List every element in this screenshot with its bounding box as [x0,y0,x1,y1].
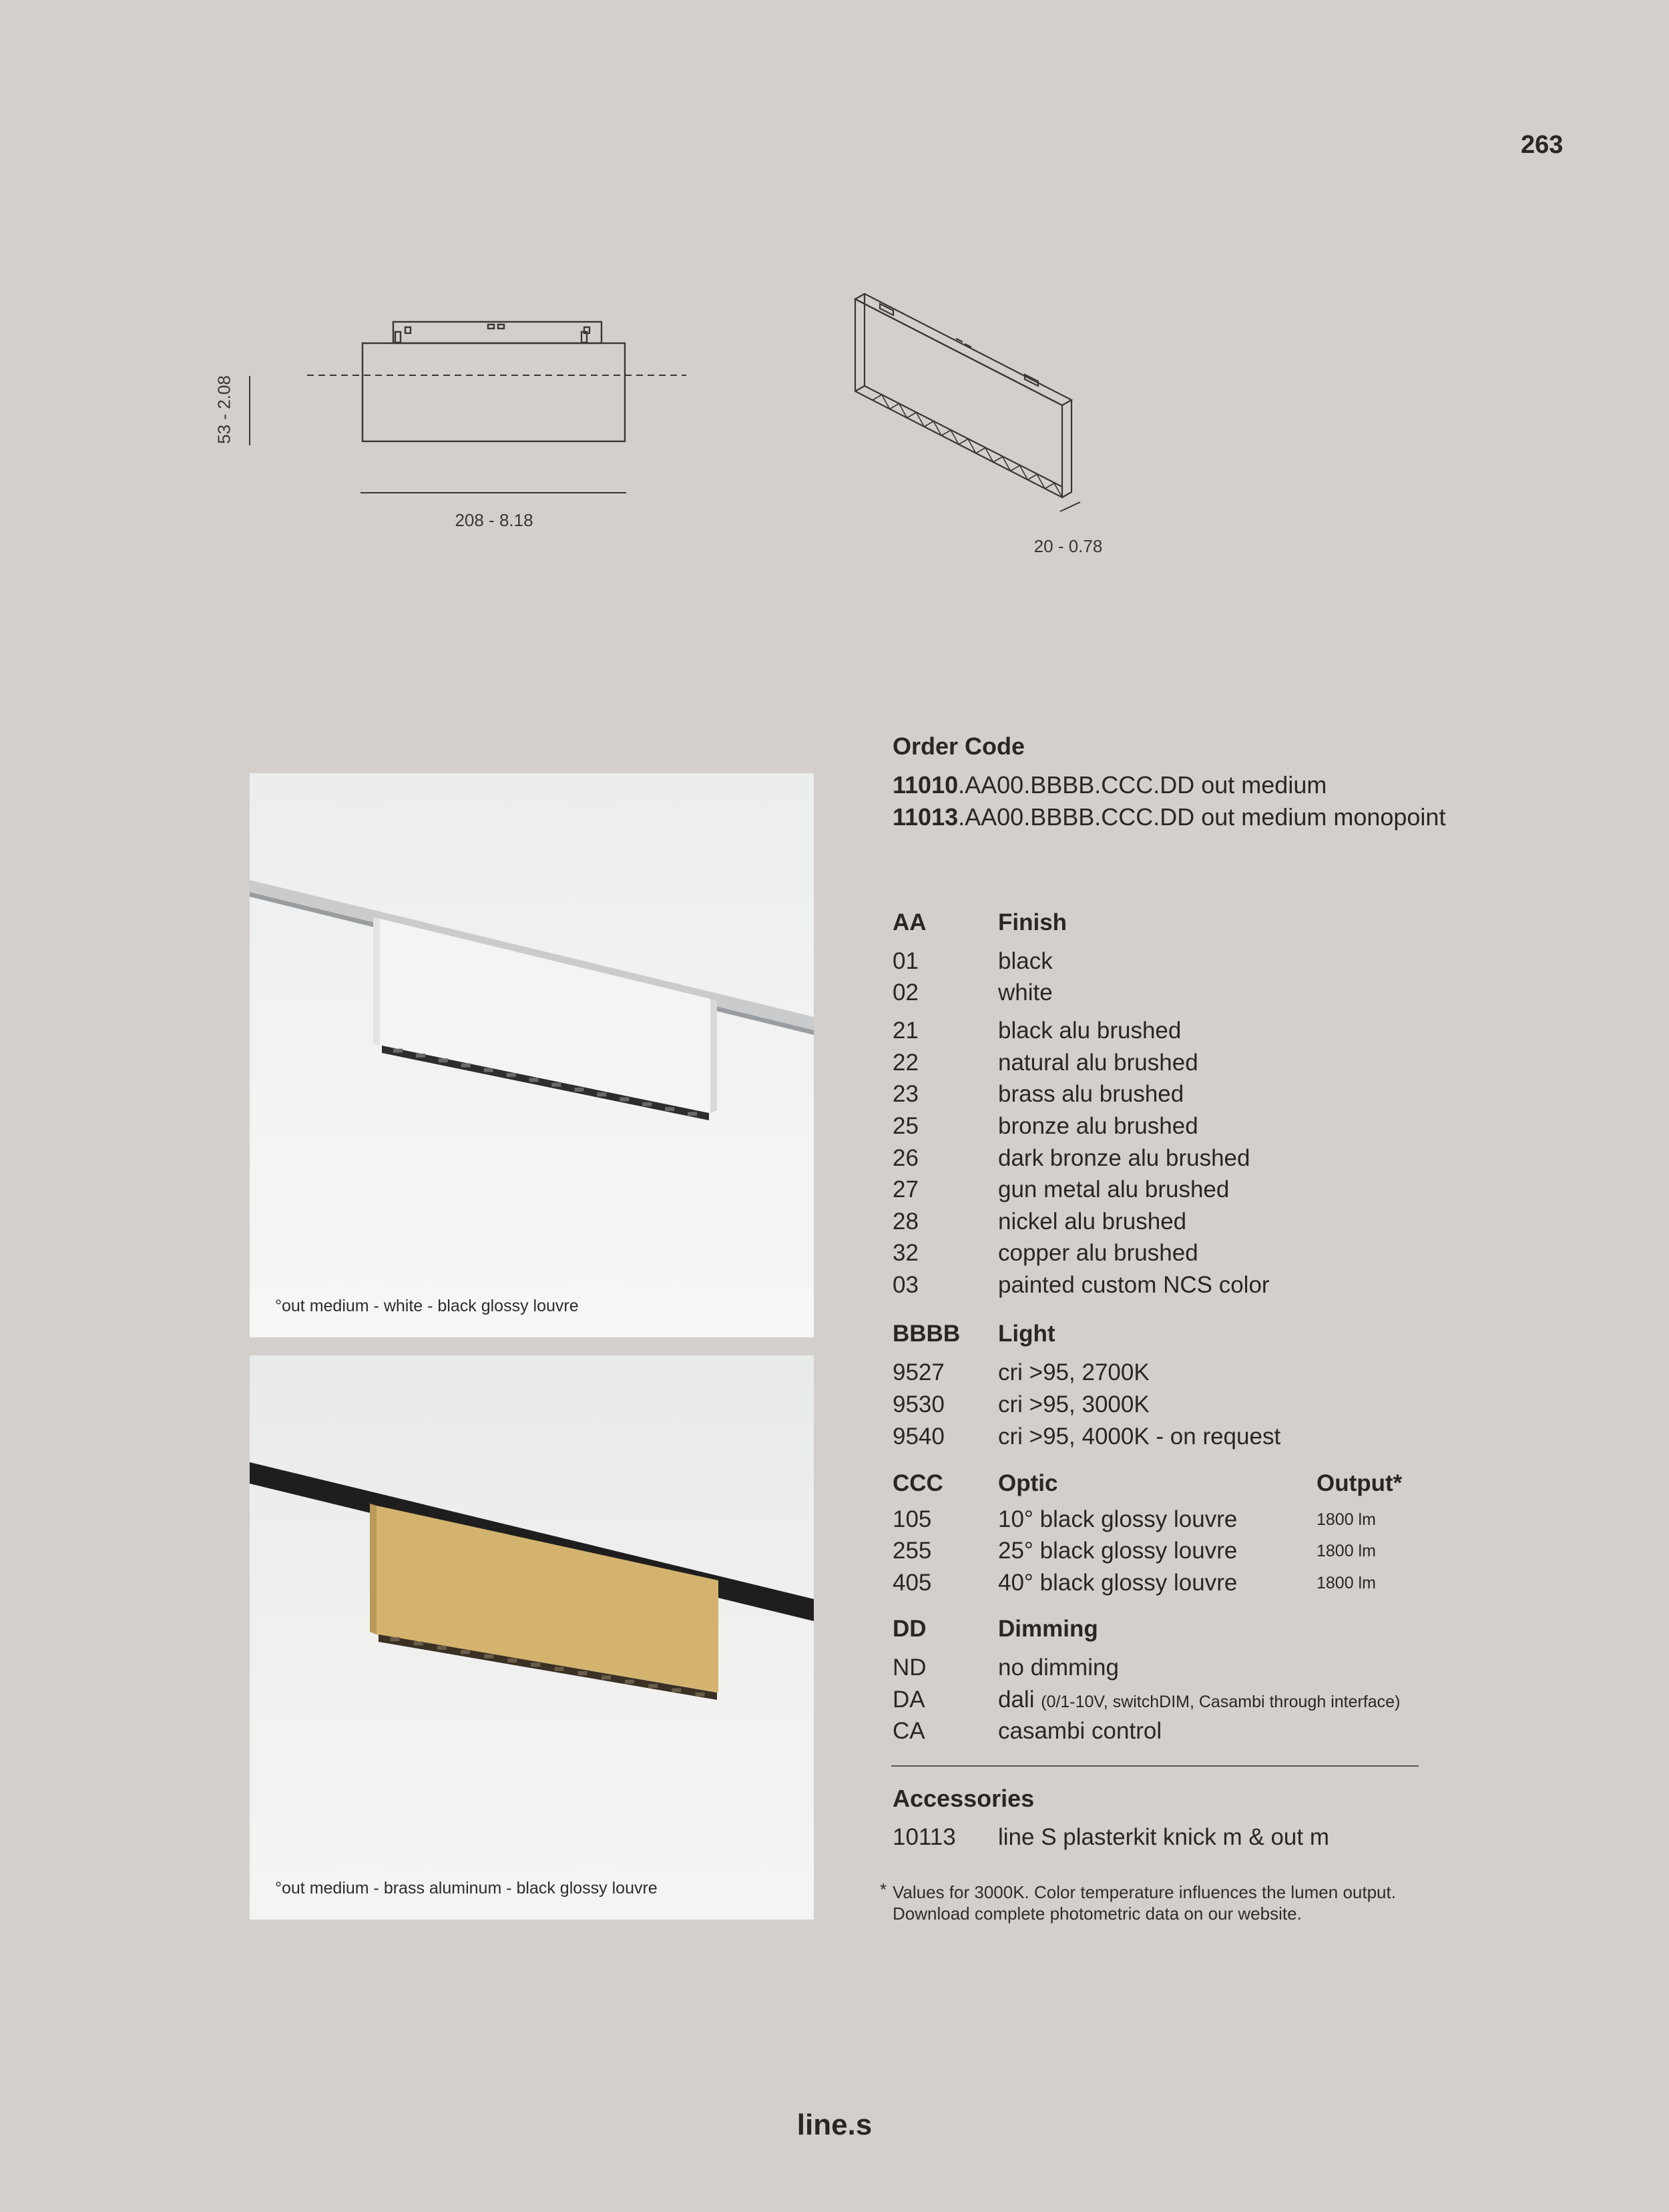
finish-row: 26 dark bronze alu brushed [893,1145,1250,1171]
louvre-cell [642,1102,652,1106]
front-elevation-drawing [214,307,694,507]
footnote-line-1: Values for 3000K. Color temperature influences the lumen output. [893,1882,1396,1902]
louvre-divider [1045,483,1054,489]
dimming-header-row: DD Dimming [893,1616,1098,1642]
finish-row: 03 painted custom NCS color [893,1272,1270,1298]
finish-row: 27 gun metal alu brushed [893,1176,1230,1202]
louvre-cell [461,1650,470,1654]
louvre-cell [391,1637,400,1641]
louvre-cell [439,1058,448,1062]
fixture-body-outline [363,343,625,441]
photo-caption: °out medium - white - black glossy louvre [275,1297,579,1315]
louvre-divider [924,421,933,427]
finish-header-row: AA Finish [893,909,1067,935]
louvre-divider [959,439,968,445]
optic-row: 255 25° black glossy louvre 1800 lm [893,1538,1376,1564]
louvre-cell [416,1054,425,1058]
dimming-row: ND no dimming [893,1654,1119,1681]
light-row: 9530 cri >95, 3000K [893,1391,1150,1417]
order-code-line-2: 11013.AA00.BBBB.CCC.DD out medium monopoint [893,803,1446,831]
louvre-divider [1027,475,1037,480]
louvre-cell [461,1064,471,1068]
louvre-cell [531,1663,540,1667]
order-code-heading: Order Code [893,732,1025,760]
finish-row: 21 black alu brushed [893,1018,1182,1044]
louvre-cell [620,1098,629,1102]
louvre-cell [672,1688,681,1692]
louvre-cell [414,1642,423,1646]
louvre-cell [551,1083,561,1087]
order-code-line-1: 11010.AA00.BBBB.CCC.DD out medium [893,771,1327,799]
louvre-divider [873,395,882,400]
louvre-cell [393,1049,403,1053]
depth-dimension-label: 20 - 0.78 [1033,536,1103,556]
louvre-divider [941,430,951,435]
optic-header-row: CCC Optic Output* [893,1470,1403,1496]
footnote-star: * [880,1879,887,1900]
finish-row: 22 natural alu brushed [893,1050,1198,1076]
footer-brand: line.s [796,2109,873,2141]
light-row: 9527 cri >95, 2700K [893,1359,1150,1385]
louvre-cell [507,1658,517,1663]
louvre-cell [574,1088,583,1092]
accessories-heading: Accessories [893,1785,1035,1812]
height-dimension-label: 53 - 2.08 [214,375,234,444]
louvre-cell [648,1684,658,1688]
width-dimension-label: 208 - 8.18 [455,510,533,530]
finish-row: 23 brass alu brushed [893,1081,1184,1107]
light-row: 9540 cri >95, 4000K - on request [893,1423,1281,1450]
depth-dimension-line [1060,502,1080,511]
light-header-row: BBBB Light [893,1321,1055,1347]
product-photo-white [250,773,814,1337]
optic-row: 105 10° black glossy louvre 1800 lm [893,1506,1376,1532]
louvre-cell [529,1078,539,1082]
louvre-cell [578,1671,587,1675]
louvre-divider [1011,465,1020,471]
louvre-cell [602,1675,611,1679]
finish-row: 25 bronze alu brushed [893,1113,1198,1139]
finish-row: 02 white [893,979,1053,1006]
finish-row: 01 black [893,948,1053,974]
louvre-cell [665,1107,674,1111]
louvre-divider [890,404,899,409]
louvre-cell [695,1693,704,1697]
louvre-cell [555,1667,564,1671]
louvre-cell [437,1646,447,1650]
finish-row: 28 nickel alu brushed [893,1208,1187,1235]
louvre-divider [993,457,1003,462]
optic-row: 405 40° black glossy louvre 1800 lm [893,1570,1376,1596]
finish-row: 32 copper alu brushed [893,1240,1198,1266]
louvre-cell [597,1092,606,1096]
accessory-row: 10113 line S plasterkit knick m & out m [893,1824,1329,1850]
louvre-divider [976,448,985,453]
louvre-cell [484,1654,493,1658]
product-photo-brass [250,1355,814,1920]
dimming-row: DA dali (0/1-10V, switchDIM, Casambi through interface) [893,1687,1401,1713]
dimming-row: CA casambi control [893,1718,1162,1744]
page-number: 263 [1521,131,1564,159]
photo-caption: °out medium - brass aluminum - black glossy louvre [275,1879,658,1898]
louvre-cell [688,1112,697,1116]
footnote-line-2: Download complete photometric data on our website. [893,1904,1302,1924]
section-divider [891,1765,1419,1767]
louvre-cell [625,1680,634,1684]
louvre-divider [907,413,917,418]
louvre-cell [507,1073,516,1077]
isometric-drawing [841,287,1108,534]
louvre-cell [484,1068,493,1072]
